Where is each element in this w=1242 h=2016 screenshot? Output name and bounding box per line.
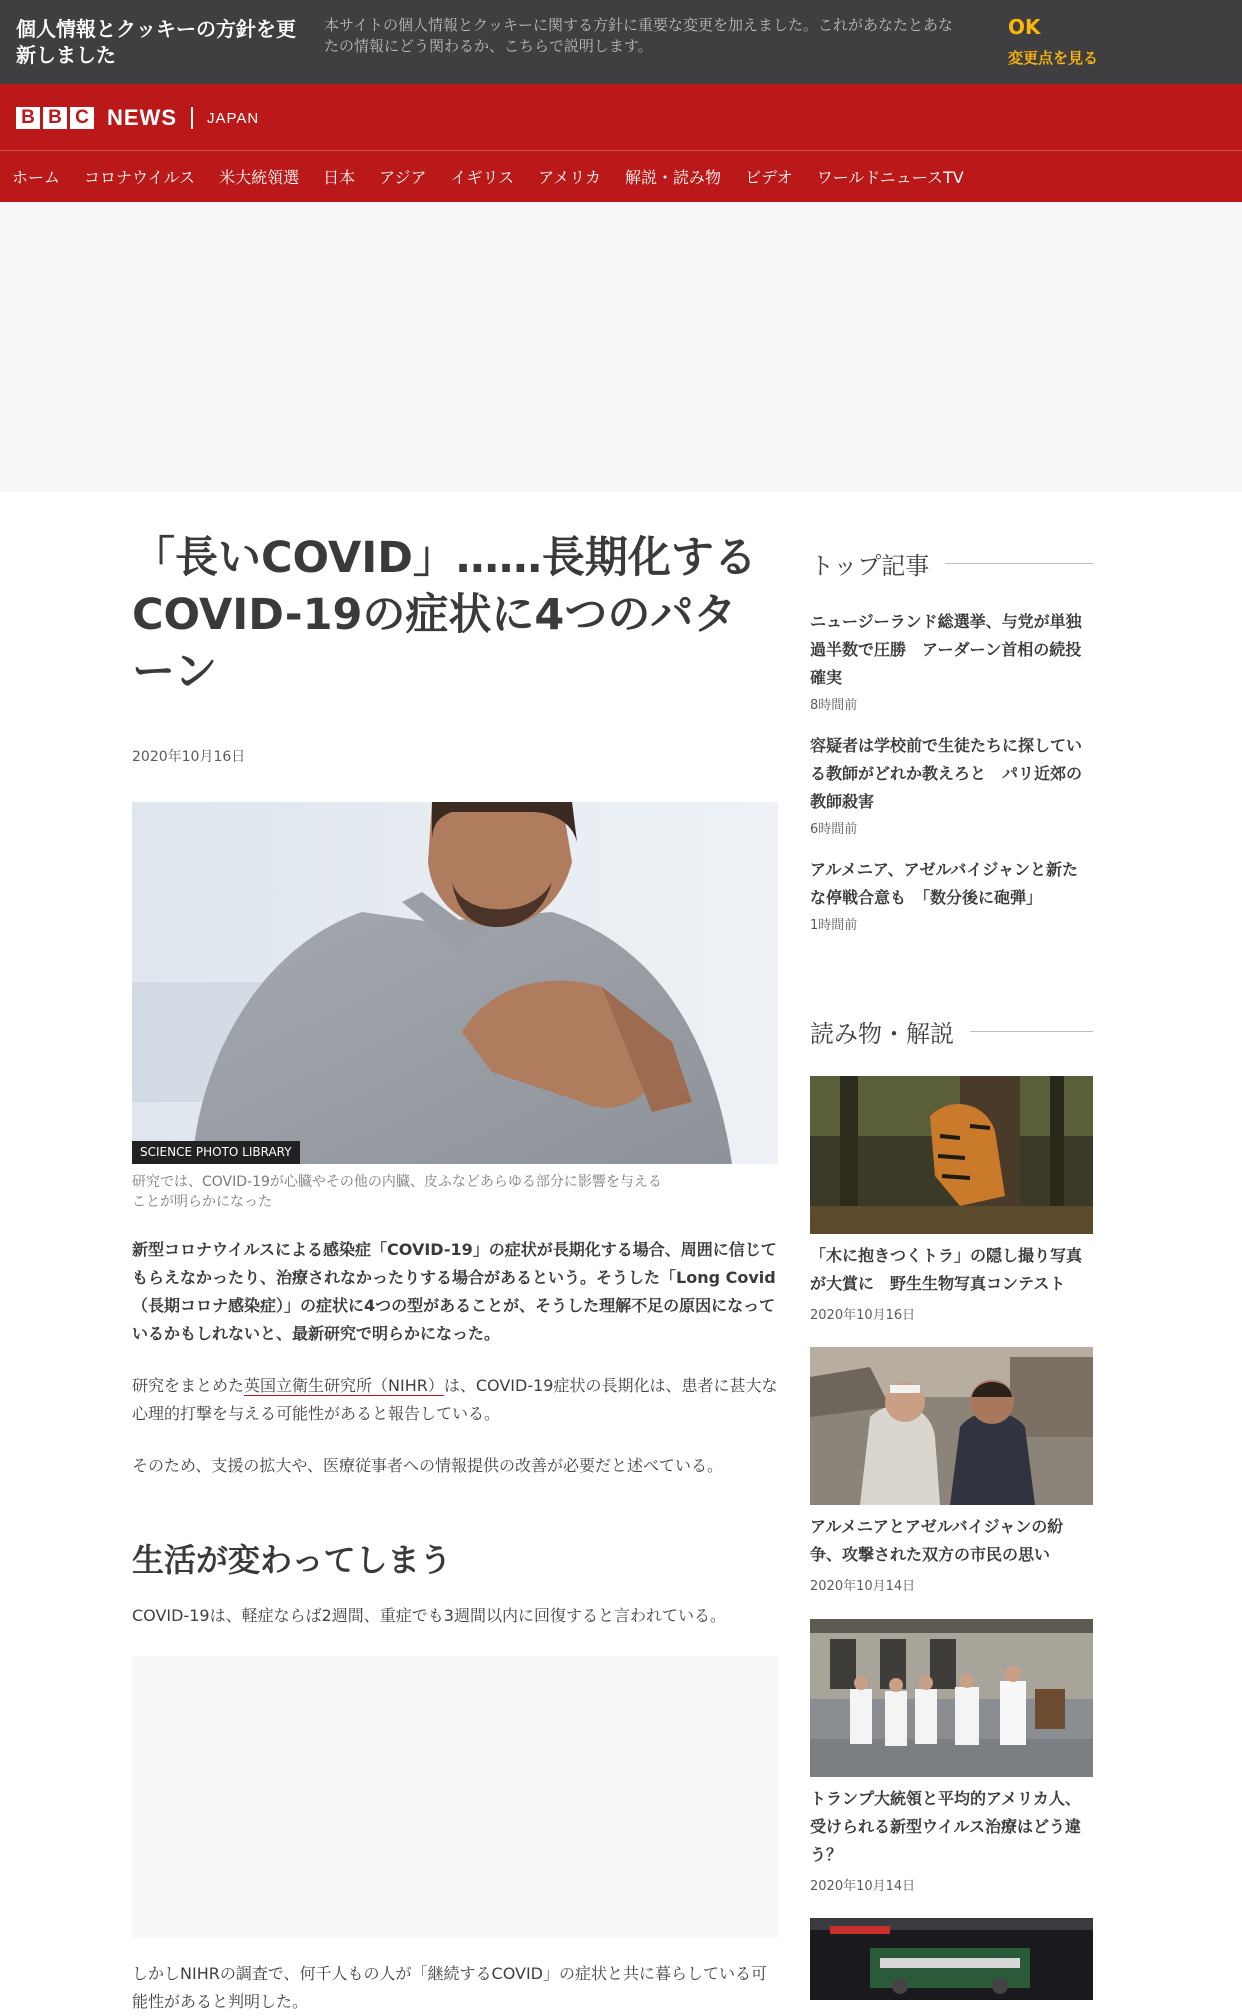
nav-item-japan[interactable]: 日本 (323, 168, 356, 187)
top-advert-slot (0, 202, 1242, 492)
bbc-logo-letter-b1: B (16, 107, 40, 129)
top-story-time: 1時間前 (810, 918, 858, 933)
article-date: 2020年10月16日 (132, 749, 246, 765)
bbc-news-japan-logo[interactable] (16, 104, 259, 132)
cookie-banner-text: 本サイトの個人情報とクッキーに関する方針に重要な変更を加えました。これがあなたとあなたの情報にどう関わるか、こちらで説明します。 (324, 16, 953, 55)
feature-title[interactable]: 「木に抱きつくトラ」の隠し撮り写真が大賞に 野生生物写真コンテスト (810, 1246, 1083, 1293)
cookie-banner (0, 0, 1242, 84)
heading-rule (970, 1031, 1093, 1032)
bbc-logo-letter-b2: B (43, 107, 67, 129)
feature-item[interactable] (810, 1076, 1093, 1323)
article-paragraph (132, 1372, 778, 1428)
article-headline: 「長いCOVID」……長期化するCOVID-19の症状に4つのパターン (132, 533, 757, 697)
top-story-time: 6時間前 (810, 822, 858, 837)
top-story-title[interactable]: アルメニア、アゼルバイジャンと新たな停戦合意も 「数分後に砲弾」 (810, 860, 1079, 907)
top-story-title[interactable]: 容疑者は学校前で生徒たちに探している教師がどれか教えろと パリ近郊の教師殺害 (810, 736, 1083, 811)
nav-item-us[interactable]: アメリカ (538, 168, 602, 187)
article-hero-image (132, 802, 778, 1164)
feature-date: 2020年10月14日 (810, 1579, 916, 1594)
main-nav (0, 150, 1242, 202)
features-heading-text: 読み物・解説 (810, 1020, 954, 1048)
features-heading (810, 1014, 1093, 1049)
paragraph-text: 研究をまとめた (132, 1376, 245, 1395)
nav-item-uk[interactable]: イギリス (450, 168, 515, 187)
feature-thumbnail-tiger[interactable] (810, 1076, 1093, 1234)
site-header (0, 84, 1242, 150)
article-paragraph: しかしNIHRの調査で、何千人もの人が「継続するCOVID」の症状と共に暮らしている可能性があると判明した。 (132, 1964, 767, 2011)
article-lead: 新型コロナウイルスによる感染症「COVID-19」の症状が長期化する場合、周囲に信じてもらえなかったり、治療されなかったりする場合があるという。そうした「Long Covid（長期コロナ感染症）」の症状に4つの型があることが、そうした理解不足の原因になっているかもしれないと、最新研究で明らかになった。 (132, 1240, 777, 1343)
feature-title[interactable]: トランプ大統領と平均的アメリカ人、受けられる新型ウイルス治療はどう違う？ (810, 1789, 1082, 1864)
feature-item[interactable] (810, 1347, 1093, 1594)
article-paragraph: COVID-19は、軽症ならば2週間、重症でも3週間以内に回復すると言われている。 (132, 1606, 726, 1625)
article-paragraph: そのため、支援の拡大や、医療従事者への情報提供の改善が必要だと述べている。 (132, 1456, 724, 1475)
nav-item-world-news-tv[interactable]: ワールドニュースTV (816, 168, 964, 187)
image-caption: 研究では、COVID-19が心臓やその他の内臓、皮ふなどあらゆる部分に影響を与えることが明らかになった (132, 1174, 662, 1210)
logo-edition-text: JAPAN (207, 109, 260, 127)
feature-item[interactable] (810, 1918, 1093, 2000)
feature-thumbnail-doctors[interactable] (810, 1619, 1093, 1777)
heading-rule (945, 563, 1093, 564)
top-story-title[interactable]: ニュージーランド総選挙、与党が単独過半数で圧勝 アーダーン首相の続投確実 (810, 612, 1082, 687)
nihr-link[interactable]: 英国立衛生研究所（NIHR） (244, 1376, 444, 1395)
feature-item[interactable] (810, 1619, 1093, 1894)
nav-item-us-election[interactable]: 米大統領選 (219, 168, 300, 187)
top-story-item[interactable] (810, 608, 1093, 713)
nav-item-features[interactable]: 解説・読み物 (625, 168, 722, 187)
feature-thumbnail-tv-broadcast[interactable] (810, 1918, 1093, 2000)
inline-advert-slot (132, 1656, 778, 1938)
feature-thumbnail-conflict[interactable] (810, 1347, 1093, 1505)
feature-title[interactable]: アルメニアとアゼルバイジャンの紛争、攻撃された双方の市民の思い (810, 1517, 1064, 1564)
bbc-logo-letter-c: C (70, 107, 94, 129)
top-story-time: 8時間前 (810, 698, 858, 713)
nav-item-home[interactable]: ホーム (12, 168, 61, 187)
top-story-item[interactable] (810, 856, 1093, 933)
cookie-banner-title: 個人情報とクッキーの方針を更新しました (16, 17, 296, 67)
logo-news-text: NEWS (107, 105, 177, 130)
nav-item-asia[interactable]: アジア (379, 168, 427, 187)
image-credit: SCIENCE PHOTO LIBRARY (132, 1141, 300, 1164)
paragraph-text: は、COVID-19症状の長期化は、患者に甚大な心理的打撃を与える可能性があると報告している。 (132, 1376, 778, 1423)
cookie-changes-link[interactable]: 変更点を見る (1008, 49, 1099, 67)
nav-item-video[interactable]: ビデオ (745, 168, 793, 187)
feature-date: 2020年10月16日 (810, 1308, 916, 1323)
logo-divider (191, 107, 193, 129)
top-stories-heading-text: トップ記事 (810, 552, 930, 580)
top-story-item[interactable] (810, 732, 1093, 837)
cookie-ok-button[interactable]: OK (1008, 15, 1041, 39)
top-stories-heading (810, 546, 1093, 581)
nav-item-coronavirus[interactable]: コロナウイルス (84, 168, 196, 187)
article-subheading: 生活が変わってしまう (132, 1541, 452, 1579)
feature-date: 2020年10月14日 (810, 1879, 916, 1894)
